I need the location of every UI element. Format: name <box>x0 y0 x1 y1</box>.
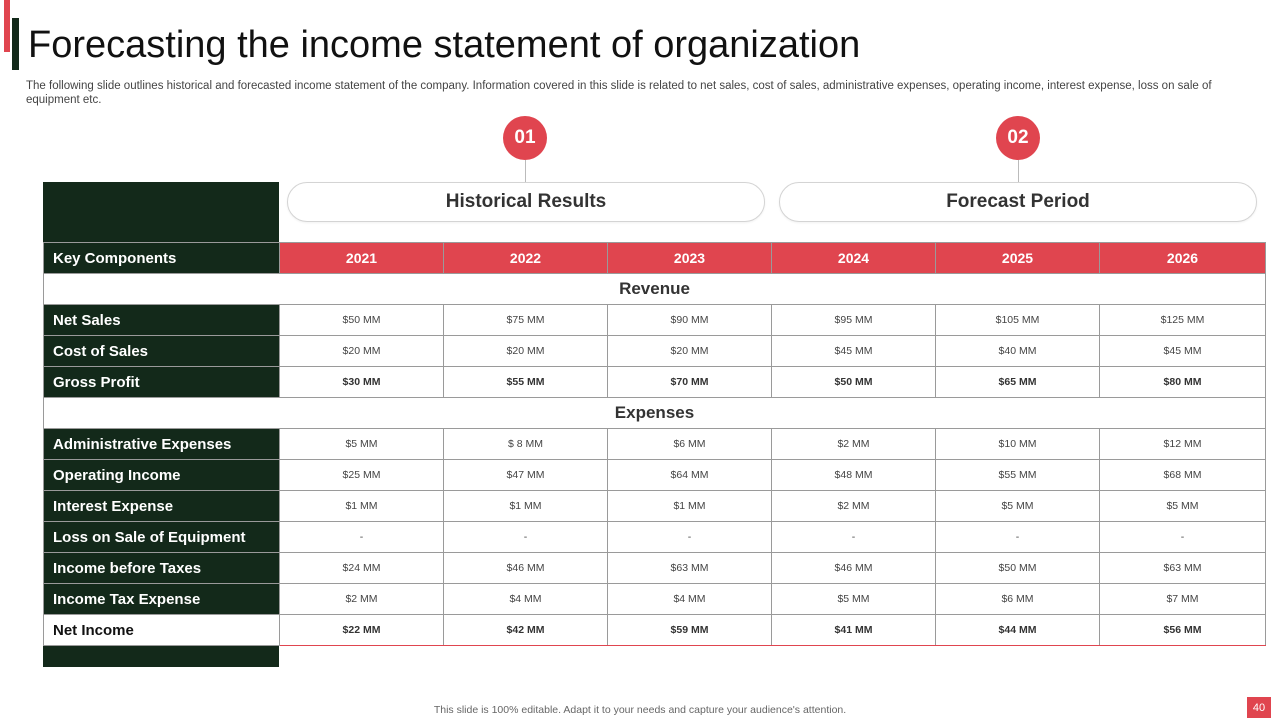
table-cell: $ 8 MM <box>444 429 608 460</box>
table-cell: $70 MM <box>608 367 772 398</box>
table-cell: $65 MM <box>936 367 1100 398</box>
table-cell: $55 MM <box>936 460 1100 491</box>
table-cell: $68 MM <box>1100 460 1266 491</box>
table-cell: $63 MM <box>1100 553 1266 584</box>
section-revenue: Revenue <box>44 274 1266 305</box>
table-cell: $45 MM <box>772 336 936 367</box>
table-cell: $59 MM <box>608 615 772 646</box>
row-label-operating-income: Operating Income <box>44 460 280 491</box>
table-cell: $48 MM <box>772 460 936 491</box>
table-cell: $55 MM <box>444 367 608 398</box>
income-statement-table <box>43 242 1266 646</box>
table-cell: $63 MM <box>608 553 772 584</box>
table-cell: $80 MM <box>1100 367 1266 398</box>
table-cell: $1 MM <box>280 491 444 522</box>
year-header: 2021 <box>280 243 444 274</box>
table-cell: $46 MM <box>772 553 936 584</box>
table-cell: - <box>1100 522 1266 553</box>
table-cell: $50 MM <box>772 367 936 398</box>
table-cell: $105 MM <box>936 305 1100 336</box>
row-label-income-tax-expense: Income Tax Expense <box>44 584 280 615</box>
row-label-net-sales: Net Sales <box>44 305 280 336</box>
table-cell: $1 MM <box>444 491 608 522</box>
table-cell: - <box>280 522 444 553</box>
table-cell: $20 MM <box>444 336 608 367</box>
table-row <box>44 522 1266 553</box>
table-cell: - <box>608 522 772 553</box>
table-cell: $46 MM <box>444 553 608 584</box>
table-row <box>44 584 1266 615</box>
table-cell: $95 MM <box>772 305 936 336</box>
table-cell: $5 MM <box>936 491 1100 522</box>
table-cell: $44 MM <box>936 615 1100 646</box>
table-cell: $50 MM <box>936 553 1100 584</box>
row-label-gross-profit: Gross Profit <box>44 367 280 398</box>
section-expenses: Expenses <box>44 398 1266 429</box>
table-row <box>44 615 1266 646</box>
table-cell: $2 MM <box>772 429 936 460</box>
year-header: 2023 <box>608 243 772 274</box>
table-row <box>44 305 1266 336</box>
historical-results-label: Historical Results <box>287 182 765 222</box>
table-cell: $5 MM <box>280 429 444 460</box>
table-cell: $41 MM <box>772 615 936 646</box>
table-row <box>44 429 1266 460</box>
table-cell: $20 MM <box>280 336 444 367</box>
slide-subtitle: The following slide outlines historical and forecasted income statement of the company. Information covered in this slide is related to net sales, cost of sales, administrative expenses, operating income, interest expense, loss on sale of equipment etc. <box>26 80 1212 106</box>
row-label-income-before-taxes: Income before Taxes <box>44 553 280 584</box>
table-cell: $42 MM <box>444 615 608 646</box>
table-cell: $5 MM <box>772 584 936 615</box>
table-cell: $4 MM <box>608 584 772 615</box>
table-cell: $45 MM <box>1100 336 1266 367</box>
table-header-row <box>44 243 1266 274</box>
table-cell: - <box>772 522 936 553</box>
table-row <box>44 460 1266 491</box>
section-row <box>44 398 1266 429</box>
year-header: 2022 <box>444 243 608 274</box>
period-marker-forecast: 02 <box>996 116 1040 160</box>
page-number: 40 <box>1247 697 1271 718</box>
table-row <box>44 367 1266 398</box>
section-row <box>44 274 1266 305</box>
table-cell: $40 MM <box>936 336 1100 367</box>
accent-bar-dark <box>12 18 19 70</box>
slide-title: Forecasting the income statement of organization <box>28 24 861 66</box>
table-cell: $1 MM <box>608 491 772 522</box>
marker-connector <box>525 160 526 182</box>
table-cell: $75 MM <box>444 305 608 336</box>
row-label-interest-expense: Interest Expense <box>44 491 280 522</box>
table-cell: $2 MM <box>280 584 444 615</box>
table-cell: $2 MM <box>772 491 936 522</box>
table-cell: $56 MM <box>1100 615 1266 646</box>
table-cell: $6 MM <box>608 429 772 460</box>
table-cell: $4 MM <box>444 584 608 615</box>
table-row <box>44 491 1266 522</box>
footer-note: This slide is 100% editable. Adapt it to your needs and capture your audience's attention. <box>433 704 847 716</box>
row-label-net-income: Net Income <box>44 615 280 646</box>
table-cell: $30 MM <box>280 367 444 398</box>
table-cell: $7 MM <box>1100 584 1266 615</box>
forecast-period-label: Forecast Period <box>779 182 1257 222</box>
table-cell: - <box>936 522 1100 553</box>
table-row <box>44 336 1266 367</box>
year-header: 2024 <box>772 243 936 274</box>
row-label-administrative-expenses: Administrative Expenses <box>44 429 280 460</box>
table-cell: $47 MM <box>444 460 608 491</box>
accent-bar-red <box>4 0 10 52</box>
table-cell: $125 MM <box>1100 305 1266 336</box>
table-cell: $90 MM <box>608 305 772 336</box>
table-cell: $10 MM <box>936 429 1100 460</box>
table-cell: $24 MM <box>280 553 444 584</box>
table-cell: $12 MM <box>1100 429 1266 460</box>
table-cell: $50 MM <box>280 305 444 336</box>
table-cell: $5 MM <box>1100 491 1266 522</box>
table-cell: $22 MM <box>280 615 444 646</box>
table-cell: $20 MM <box>608 336 772 367</box>
year-header: 2025 <box>936 243 1100 274</box>
row-label-cost-of-sales: Cost of Sales <box>44 336 280 367</box>
table-cell: $6 MM <box>936 584 1100 615</box>
table-cell: $64 MM <box>608 460 772 491</box>
table-row <box>44 553 1266 584</box>
period-marker-historical: 01 <box>503 116 547 160</box>
year-header: 2026 <box>1100 243 1266 274</box>
marker-connector <box>1018 160 1019 182</box>
header-key-components: Key Components <box>44 243 280 274</box>
row-label-loss-on-sale-of-equipment: Loss on Sale of Equipment <box>44 522 280 553</box>
table-cell: - <box>444 522 608 553</box>
table-cell: $25 MM <box>280 460 444 491</box>
